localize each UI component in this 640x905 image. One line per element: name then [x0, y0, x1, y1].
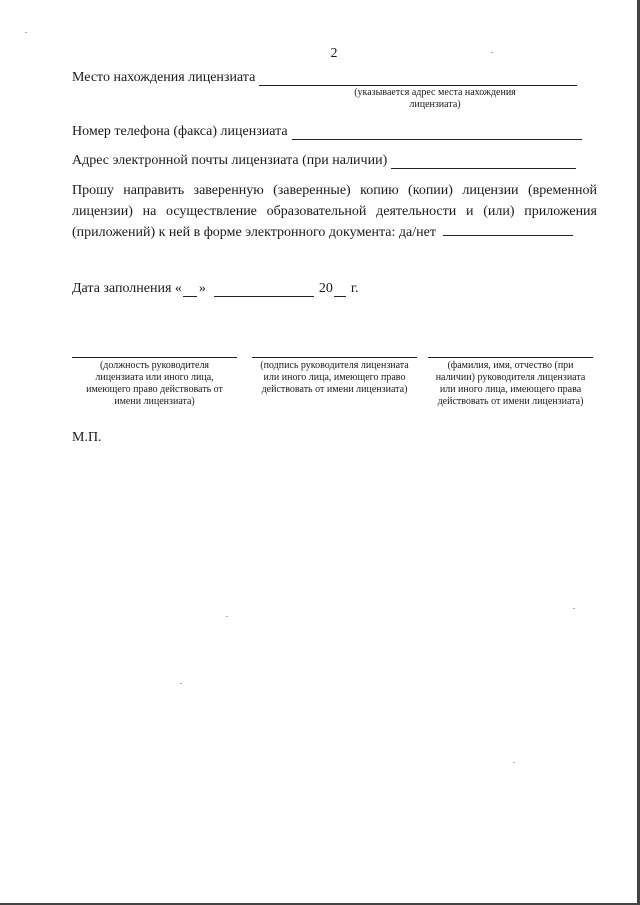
date-year-line[interactable]: [334, 282, 346, 297]
phone-input-line[interactable]: [292, 125, 582, 140]
scan-speck: [25, 32, 27, 33]
request-text: Прошу направить заверенную (заверенные) копию (копии) лицензии (временной лицензии) на осуществление образовательной деятельности и (или) приложения (приложений) к ней в форме электронного документа: да/нет: [72, 183, 597, 240]
signature-input-line[interactable]: [252, 357, 417, 358]
name-input-line[interactable]: [428, 357, 593, 358]
date-year-suffix: г.: [350, 281, 359, 296]
name-caption: (фамилия, имя, отчество (при наличии) руководителя лицензиата или иного лица, имеющего права действовать от имени лицензиата): [435, 360, 586, 407]
signature-name-column: [428, 357, 593, 408]
scan-speck: [513, 762, 515, 763]
location-label: Место нахождения лицензиата: [72, 70, 256, 85]
request-answer-line[interactable]: [443, 222, 573, 236]
signature-caption: (подпись руководителя лицензиата или иного лица, имеющего право действовать от имени лицензиата): [260, 360, 409, 395]
date-year-prefix: 20: [318, 281, 333, 296]
position-caption: (должность руководителя лицензиата или иного лица, имеющего право действовать от имени лицензиата): [86, 360, 223, 407]
request-paragraph: [72, 180, 597, 243]
scan-speck: [180, 683, 182, 684]
date-month-line[interactable]: [214, 282, 314, 297]
scan-speck: [226, 616, 228, 617]
phone-label: Номер телефона (факса) лицензиата: [72, 124, 288, 139]
date-day-line[interactable]: [183, 282, 197, 297]
location-hint: (указывается адрес места нахождения лицензиата): [354, 87, 516, 110]
email-field: [72, 153, 576, 169]
page-number: 2: [330, 46, 338, 61]
email-input-line[interactable]: [391, 154, 576, 169]
email-label: Адрес электронной почты лицензиата (при наличии): [72, 153, 388, 168]
scan-speck: [491, 52, 493, 53]
signature-position-column: [72, 357, 237, 408]
date-quote-close: »: [198, 281, 206, 296]
location-field: [72, 70, 577, 86]
location-input-line[interactable]: [259, 71, 577, 86]
scan-speck: [573, 608, 575, 609]
phone-field: [72, 124, 582, 140]
signature-sign-column: [252, 357, 417, 396]
position-input-line[interactable]: [72, 357, 237, 358]
date-label: Дата заполнения «: [72, 281, 182, 296]
stamp-placeholder: М.П.: [72, 430, 102, 445]
date-field: [72, 281, 359, 297]
